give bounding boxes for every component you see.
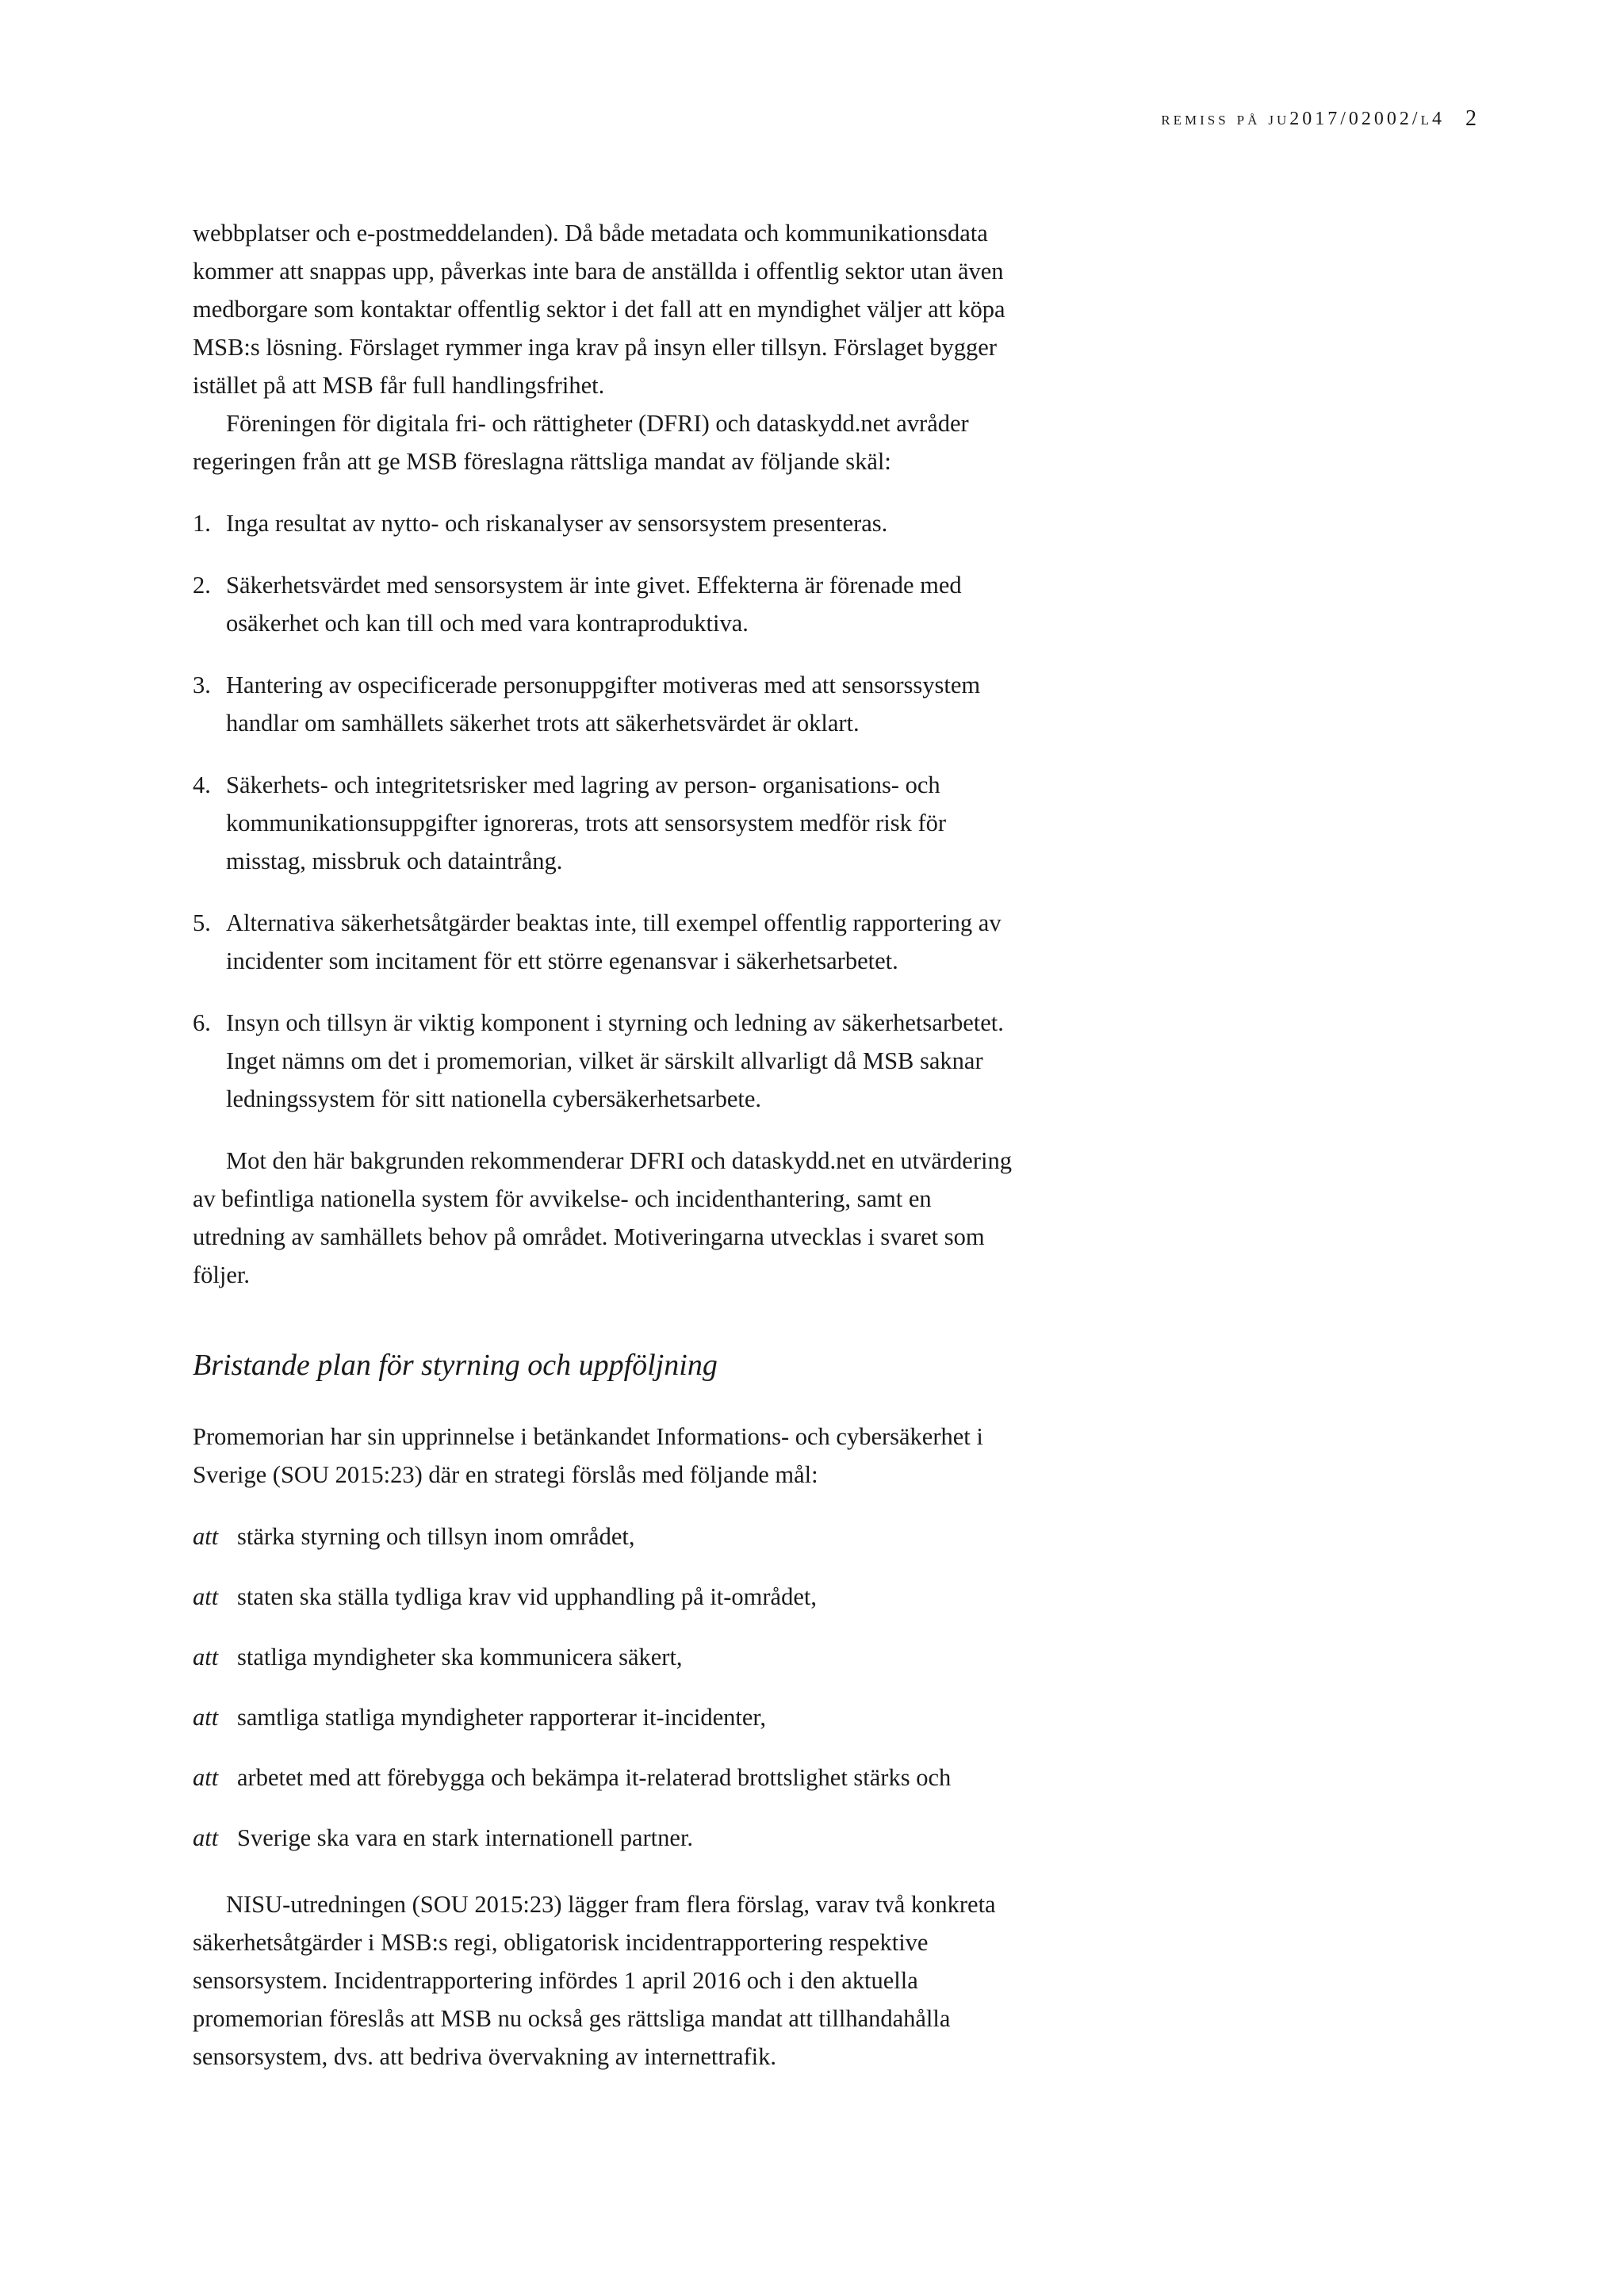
list-item-text: Säkerhets- och integritetsrisker med lagring av person- organisations- och kommunikationsuppgifter ignoreras, trots att sensorsystem medför risk för misstag, missbruk och dataintrång. xyxy=(226,771,947,874)
list-item xyxy=(193,1819,1025,1857)
list-item-text: Alternativa säkerhetsåtgärder beaktas inte, till exempel offentlig rapportering av incidenter som incitament för ett större egenansvar i säkerhetsarbetet. xyxy=(226,909,1002,974)
list-number: 3. xyxy=(193,672,211,698)
goal-marker: att xyxy=(193,1583,219,1610)
list-item xyxy=(193,1698,1025,1736)
list-item xyxy=(193,1758,1025,1797)
goal-text: samtliga statliga myndigheter rapporterar it-incidenter, xyxy=(237,1704,766,1731)
list-item xyxy=(193,1004,1025,1118)
recommendation-paragraph: Föreningen för digitala fri- och rättigheter (DFRI) och dataskydd.net avråder regeringen från att ge MSB föreslagna rättsliga mandat av följande skäl: xyxy=(193,410,969,475)
list-item xyxy=(193,504,1025,542)
list-number: 5. xyxy=(193,909,211,936)
goals-list xyxy=(193,1517,1025,1857)
background-paragraph: Mot den här bakgrunden rekommenderar DFRI och dataskydd.net en utvärdering av befintliga nationella system för avvikelse- och incidenthantering, samt en utredning av samhällets behov på området. Motiveringarna utvecklas i svaret som följer. xyxy=(193,1147,1012,1288)
list-item xyxy=(193,566,1025,642)
list-number: 4. xyxy=(193,771,211,798)
document-reference: remiss på ju2017/02002/l4 xyxy=(1161,109,1445,129)
list-item xyxy=(193,1578,1025,1616)
list-number: 2. xyxy=(193,572,211,599)
list-number: 6. xyxy=(193,1009,211,1036)
goal-marker: att xyxy=(193,1523,219,1550)
goal-text: arbetet med att förebygga och bekämpa it-relaterad brottslighet stärks och xyxy=(237,1764,952,1791)
goal-text: statliga myndigheter ska kommunicera säkert, xyxy=(237,1644,683,1670)
goal-text: Sverige ska vara en stark internationell partner. xyxy=(237,1824,694,1851)
running-header xyxy=(1161,100,1477,138)
closing-paragraph: NISU-utredningen (SOU 2015:23) lägger fram flera förslag, varav två konkreta säkerhetsåtgärder i MSB:s regi, obligatorisk incidentrapportering respektive sensorsystem. Incidentrapportering infördes 1 april 2016 och i den aktuella promemorian föreslås att MSB nu också ges rättsliga mandat att tillhandahålla sensorsystem, dvs. att bedriva övervakning av internettrafik. xyxy=(193,1891,996,2070)
goal-marker: att xyxy=(193,1824,219,1851)
list-item xyxy=(193,666,1025,742)
goal-text: stärka styrning och tillsyn inom området, xyxy=(237,1523,635,1550)
goal-marker: att xyxy=(193,1704,219,1731)
list-item xyxy=(193,904,1025,980)
list-number: 1. xyxy=(193,510,211,537)
list-item xyxy=(193,1517,1025,1556)
list-item-text: Säkerhetsvärdet med sensorsystem är inte givet. Effekterna är förenade med osäkerhet och kan till och med vara kontraproduktiva. xyxy=(226,572,962,637)
section-heading: Bristande plan för styrning och uppföljning xyxy=(193,1349,718,1382)
list-item-text: Hantering av ospecificerade personuppgifter motiveras med att sensorssystem handlar om samhällets säkerhet trots att säkerhetsvärdet är oklart. xyxy=(226,672,981,737)
list-item-text: Insyn och tillsyn är viktig komponent i styrning och ledning av säkerhetsarbetet. Inget nämns om det i promemorian, vilket är särskilt allvarligt då MSB saknar ledningssystem för sitt nationella cybersäkerhetsarbete. xyxy=(226,1009,1004,1112)
goal-text: staten ska ställa tydliga krav vid upphandling på it-området, xyxy=(237,1583,817,1610)
section-intro-paragraph: Promemorian har sin upprinnelse i betänkandet Informations- och cybersäkerhet i Sverige (SOU 2015:23) där en strategi förslås med följande mål: xyxy=(193,1423,983,1488)
goal-marker: att xyxy=(193,1644,219,1670)
list-item-text: Inga resultat av nytto- och riskanalyser av sensorsystem presenteras. xyxy=(226,510,888,537)
list-item xyxy=(193,766,1025,880)
reasons-list xyxy=(193,504,1025,1118)
document-body xyxy=(193,214,1025,2076)
list-item xyxy=(193,1638,1025,1676)
intro-paragraph: webbplatser och e-postmeddelanden). Då både metadata och kommunikationsdata kommer att snappas upp, påverkas inte bara de anställda i offentlig sektor utan även medborgare som kontaktar offentlig sektor i det fall att en myndighet väljer att köpa MSB:s lösning. Förslaget rymmer inga krav på insyn eller tillsyn. Förslaget bygger istället på att MSB får full handlingsfrihet. xyxy=(193,220,1005,399)
page-number: 2 xyxy=(1465,106,1477,131)
goal-marker: att xyxy=(193,1764,219,1791)
